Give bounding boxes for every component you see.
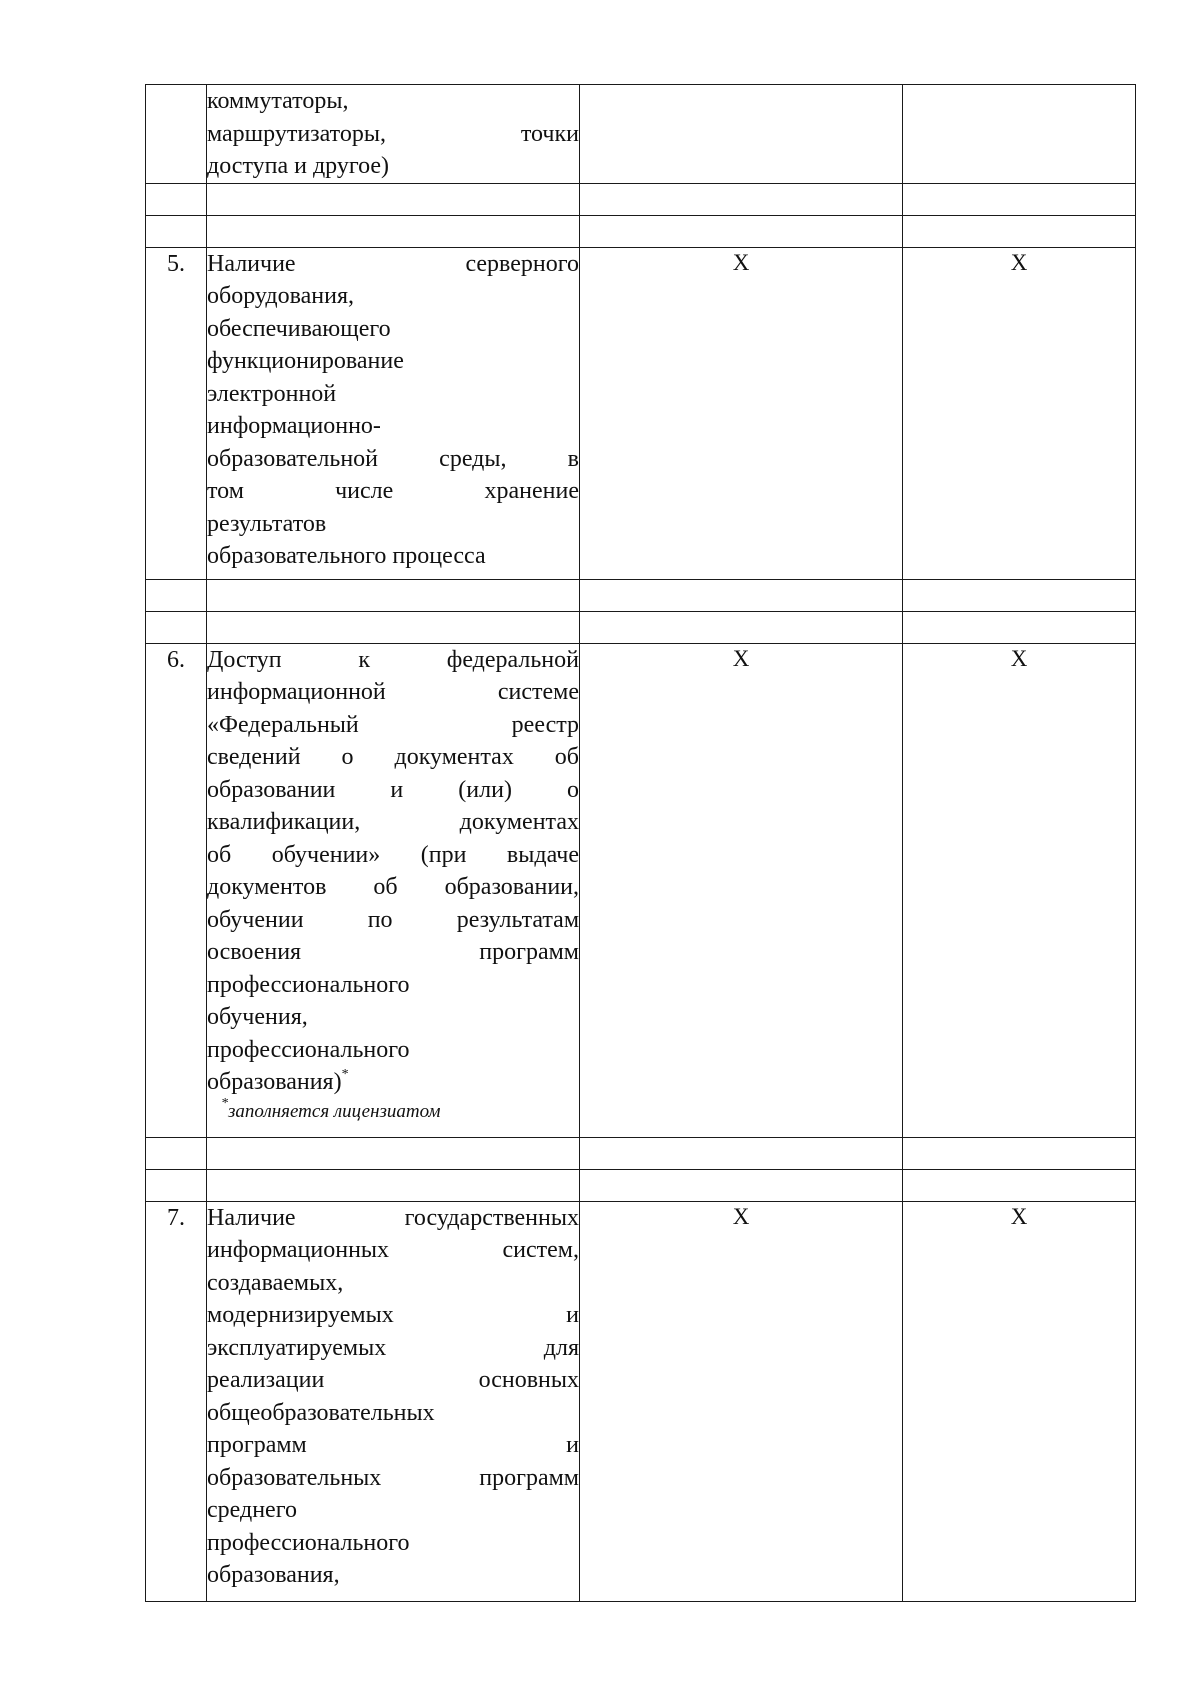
mark-cell-a	[580, 85, 903, 184]
text-line: профессионального	[207, 971, 410, 998]
row-number	[146, 85, 207, 184]
text-line: образовательной среды, в	[207, 445, 579, 472]
footnote-mark: *	[341, 1067, 349, 1082]
footnote-mark: *	[221, 1096, 228, 1112]
footnote	[207, 1096, 579, 1123]
text-line: информационных систем,	[207, 1237, 579, 1263]
text-line: функционирование	[207, 348, 404, 374]
empty-row	[146, 1137, 1136, 1169]
table-row	[146, 643, 1136, 1137]
text-line: образовательного процесса	[207, 543, 486, 569]
text-line: образовательных программ	[207, 1464, 579, 1491]
text-line: модернизируемых и	[207, 1302, 579, 1328]
text-line: обеспечивающего	[207, 315, 391, 342]
row-description	[207, 247, 580, 579]
row-number: 6.	[146, 643, 207, 1137]
text-line: информационной системе	[207, 679, 579, 705]
row-description	[207, 643, 580, 1137]
empty-row	[146, 1169, 1136, 1201]
text-line: том числе хранение	[207, 478, 579, 504]
text-line: сведений о документах об	[207, 744, 579, 770]
text-line: профессионального	[207, 1529, 410, 1556]
text-line: результатов	[207, 510, 327, 537]
mark-cell-b: X	[903, 247, 1136, 579]
empty-row	[146, 215, 1136, 247]
text-line: оборудования,	[207, 283, 354, 309]
table-row	[146, 1201, 1136, 1601]
text-line: общеобразовательных	[207, 1399, 435, 1426]
empty-row	[146, 611, 1136, 643]
row-description	[207, 85, 580, 184]
mark-cell-b: X	[903, 643, 1136, 1137]
text-line: информационно-	[207, 413, 381, 439]
text-line: Доступ к федеральной	[207, 646, 579, 673]
text-line	[207, 1066, 579, 1099]
mark-cell-b: X	[903, 1201, 1136, 1601]
mark-cell-a: X	[580, 1201, 903, 1601]
text-line: среднего	[207, 1497, 297, 1523]
text-line: обучения,	[207, 1004, 308, 1030]
text-line: образования,	[207, 1562, 340, 1588]
text-line: доступа и другое)	[207, 153, 390, 179]
row-number: 5.	[146, 247, 207, 579]
text-line-last: образования)	[207, 1069, 342, 1095]
table-row	[146, 85, 1136, 184]
text-line: реализации основных	[207, 1367, 579, 1393]
row-description	[207, 1201, 580, 1601]
text-line: «Федеральный реестр	[207, 711, 579, 738]
text-line: освоения программ	[207, 939, 579, 965]
text-line: маршрутизаторы, точки	[207, 120, 579, 147]
empty-row	[146, 579, 1136, 611]
text-line: эксплуатируемых для	[207, 1334, 579, 1361]
mark-cell-b	[903, 85, 1136, 184]
footnote-text: заполняется лицензиатом	[228, 1100, 441, 1122]
empty-row	[146, 183, 1136, 215]
text-line: обучении по результатам	[207, 906, 579, 933]
text-line: об обучении» (при выдаче	[207, 841, 579, 868]
table-row	[146, 247, 1136, 579]
row-number: 7.	[146, 1201, 207, 1601]
text-line: документов об образовании,	[207, 874, 579, 900]
text-line: программ и	[207, 1432, 579, 1458]
text-line: создаваемых,	[207, 1269, 344, 1296]
mark-cell-a: X	[580, 247, 903, 579]
text-line: коммутаторы,	[207, 88, 349, 114]
text-line: образовании и (или) о	[207, 776, 579, 803]
text-line: электронной	[207, 380, 337, 407]
text-line: квалификации, документах	[207, 809, 579, 835]
text-line: Наличие государственных	[207, 1204, 579, 1231]
text-line: профессионального	[207, 1036, 410, 1063]
mark-cell-a: X	[580, 643, 903, 1137]
text-line: Наличие серверного	[207, 250, 579, 277]
requirements-table	[145, 84, 1136, 1602]
